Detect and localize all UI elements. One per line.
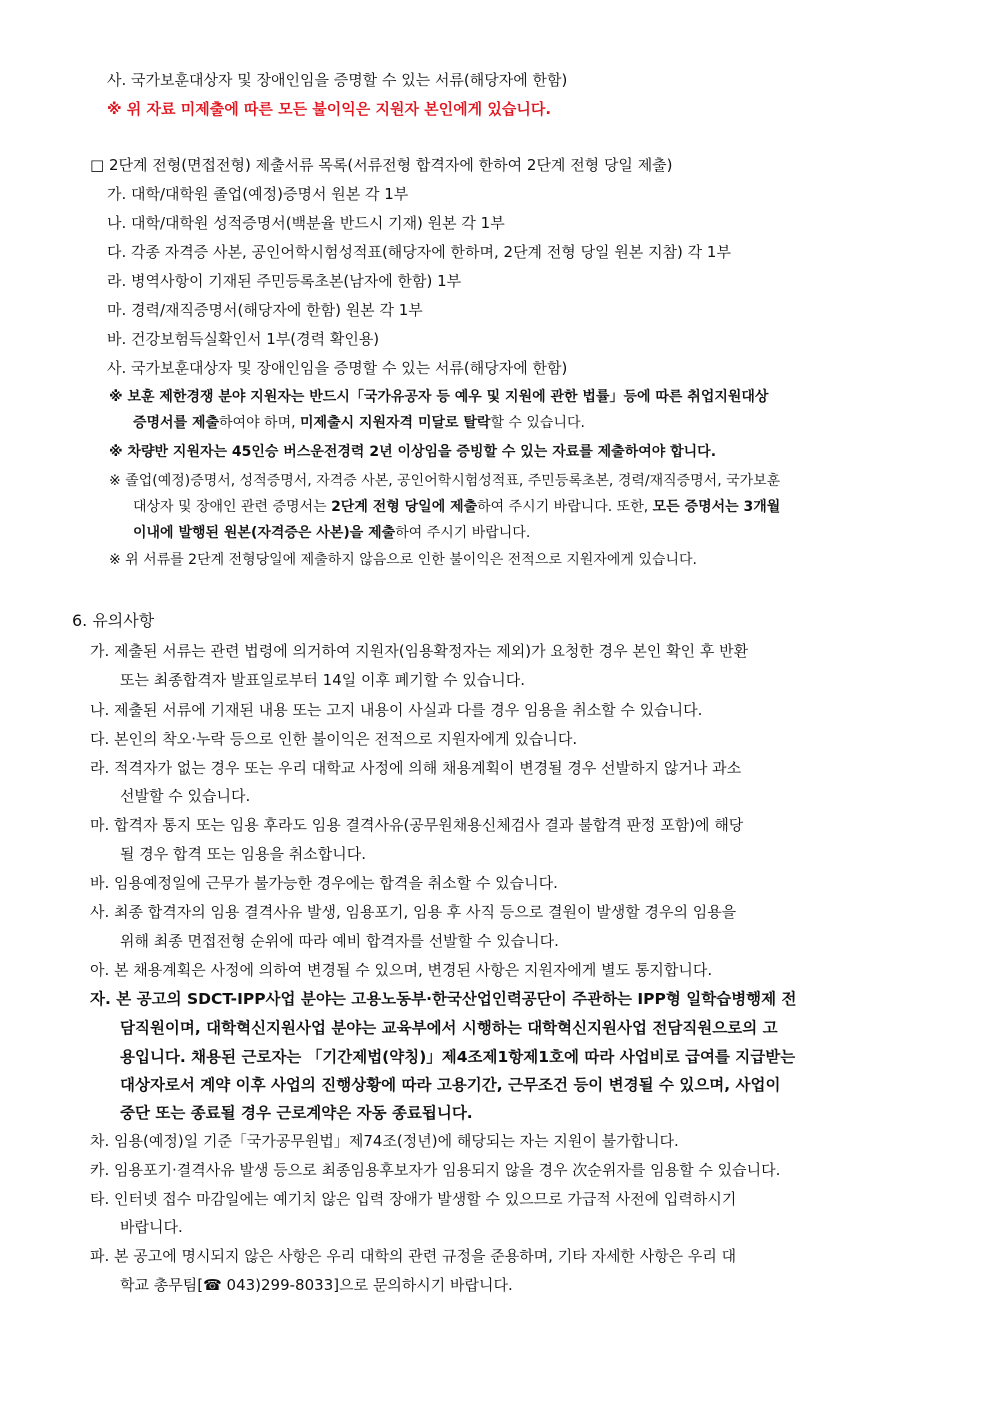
s6-pa-text1: 학교 총무팀[ [120,1276,204,1294]
s6-ra-line1: 라. 적격자가 없는 경우 또는 우리 대학교 사정에 의해 채용계획이 변경될 경우 선발하지 않거나 과소 [90,759,742,777]
s6-ra-line2: 선발할 수 있습니다. [120,787,251,805]
note-veterans-line1: ※ 보훈 제한경쟁 분야 지원자는 반드시「국가유공자 등 예우 및 지원에 관한 법률」등에 따른 취업지원대상 [109,389,769,405]
note-documents-bold3: 이내에 발행된 원본(자격증은 사본)을 제출 [133,525,396,541]
note-veterans-bold2: 미제출시 지원자격 미달로 탈락 [300,415,491,431]
s6-ga-line1: 가. 제출된 서류는 관련 법령에 의거하여 지원자(임용확정자는 제외)가 요청한 경우 본인 확인 후 반환 [90,642,749,660]
phone-icon: ☎ [203,1276,222,1294]
s6-ja-line3: 용입니다. 채용된 근로자는 「기간제법(약칭)」제4조제1항제1호에 따라 사업비로 급여를 지급받는 [120,1048,796,1066]
note-veterans-bold1: 증명서를 제출 [133,415,220,431]
s6-ja-line4: 대상자로서 계약 이후 사업의 진행상황에 따라 고용기간, 근무조건 등이 변경될 수 있으며, 사업이 [120,1076,781,1094]
stage2-item-na: 나. 대학/대학원 성적증명서(백분율 반드시 기재) 원본 각 1부 [107,214,505,232]
stage2-item-ga: 가. 대학/대학원 졸업(예정)증명서 원본 각 1부 [107,185,409,203]
s6-ja-line1: 자. 본 공고의 SDCT-IPP사업 분야는 고용노동부·한국산업인력공단이 주관하는 IPP형 일학습병행제 전 [90,990,797,1008]
stage2-header: □ 2단계 전형(면접전형) 제출서류 목록(서류전형 합격자에 한하여 2단계 전형 당일 제출) [90,156,673,174]
note-documents-text1: 대상자 및 장애인 관련 증명서는 [133,499,332,515]
stage2-item-da: 다. 각종 자격증 사본, 공인어학시험성적표(해당자에 한하며, 2단계 전형 당일 원본 지참) 각 1부 [107,243,731,261]
item-sa-top: 사. 국가보훈대상자 및 장애인임을 증명할 수 있는 서류(해당자에 한함) [107,71,568,89]
section6-title: 6. 유의사항 [72,611,155,630]
s6-sa-line1: 사. 최종 합격자의 임용 결격사유 발생, 임용포기, 임용 후 사직 등으로 결원이 발생할 경우의 임용을 [90,903,737,921]
s6-na: 나. 제출된 서류에 기재된 내용 또는 고지 내용이 사실과 다를 경우 임용을 취소할 수 있습니다. [90,701,703,719]
s6-ba: 바. 임용예정일에 근무가 불가능한 경우에는 합격을 취소할 수 있습니다. [90,874,558,892]
note-veterans-line2 [133,413,585,433]
note-veterans-text1: 하여야 하며, [219,415,301,431]
s6-ma-line1: 마. 합격자 통지 또는 임용 후라도 임용 결격사유(공무원채용신체검사 결과 불합격 판정 포함)에 해당 [90,816,744,834]
s6-a: 아. 본 채용계획은 사정에 의하여 변경될 수 있으며, 변경된 사항은 지원자에게 별도 통지합니다. [90,961,713,979]
stage2-item-ba: 바. 건강보험득실확인서 1부(경력 확인용) [107,330,380,348]
s6-ta-line2: 바랍니다. [120,1218,183,1236]
note-documents-line2 [133,497,780,517]
note-disadvantage: ※ 위 서류를 2단계 전형당일에 제출하지 않음으로 인한 불이익은 전적으로 지원자에게 있습니다. [109,552,697,568]
stage2-item-sa: 사. 국가보훈대상자 및 장애인임을 증명할 수 있는 서류(해당자에 한함) [107,359,568,377]
s6-cha: 차. 임용(예정)일 기준「국가공무원법」제74조(정년)에 해당되는 자는 지원이 불가합니다. [90,1132,679,1150]
s6-pa-line2 [120,1275,513,1295]
stage2-item-ma: 마. 경력/재직증명서(해당자에 한함) 원본 각 1부 [107,301,423,319]
s6-da: 다. 본인의 착오·누락 등으로 인한 불이익은 전적으로 지원자에게 있습니다. [90,730,578,748]
note-documents-line1: ※ 졸업(예정)증명서, 성적증명서, 자격증 사본, 공인어학시험성적표, 주민등록초본, 경력/재직증명서, 국가보훈 [109,473,781,489]
note-documents-bold2: 모든 증명서는 3개월 [652,499,781,515]
note-documents-bold1: 2단계 전형 당일에 제출 [331,499,478,515]
note-documents-line3 [133,523,530,543]
note-documents-text3: 하여 주시기 바랍니다. [395,525,531,541]
note-veterans-text2: 할 수 있습니다. [490,415,585,431]
note-documents-text2: 하여 주시기 바랍니다. 또한, [477,499,653,515]
s6-pa-line1: 파. 본 공고에 명시되지 않은 사항은 우리 대학의 관련 규정을 준용하며, 기타 자세한 사항은 우리 대 [90,1247,737,1265]
s6-pa-text2: 043)299-8033]으로 문의하시기 바랍니다. [221,1276,513,1294]
note-bus-driver: ※ 차량반 지원자는 45인승 버스운전경력 2년 이상임을 증빙할 수 있는 자료를 제출하여야 합니다. [109,444,717,460]
s6-ma-line2: 될 경우 합격 또는 임용을 취소합니다. [120,845,366,863]
s6-ta-line1: 타. 인터넷 접수 마감일에는 예기치 않은 입력 장애가 발생할 수 있으므로 가급적 사전에 입력하시기 [90,1190,737,1208]
warning-note: ※ 위 자료 미제출에 따른 모든 불이익은 지원자 본인에게 있습니다. [107,100,552,118]
s6-sa-line2: 위해 최종 면접전형 순위에 따라 예비 합격자를 선발할 수 있습니다. [120,932,559,950]
stage2-item-ra: 라. 병역사항이 기재된 주민등록초본(남자에 한함) 1부 [107,272,462,290]
s6-ja-line5: 중단 또는 종료될 경우 근로계약은 자동 종료됩니다. [120,1104,473,1122]
s6-ga-line2: 또는 최종합격자 발표일로부터 14일 이후 폐기할 수 있습니다. [120,671,525,689]
s6-ka: 카. 임용포기·결격사유 발생 등으로 최종임용후보자가 임용되지 않을 경우 次순위자를 임용할 수 있습니다. [90,1161,781,1179]
s6-ja-line2: 담직원이며, 대학혁신지원사업 분야는 교육부에서 시행하는 대학혁신지원사업 전담직원으로의 고 [120,1019,778,1037]
